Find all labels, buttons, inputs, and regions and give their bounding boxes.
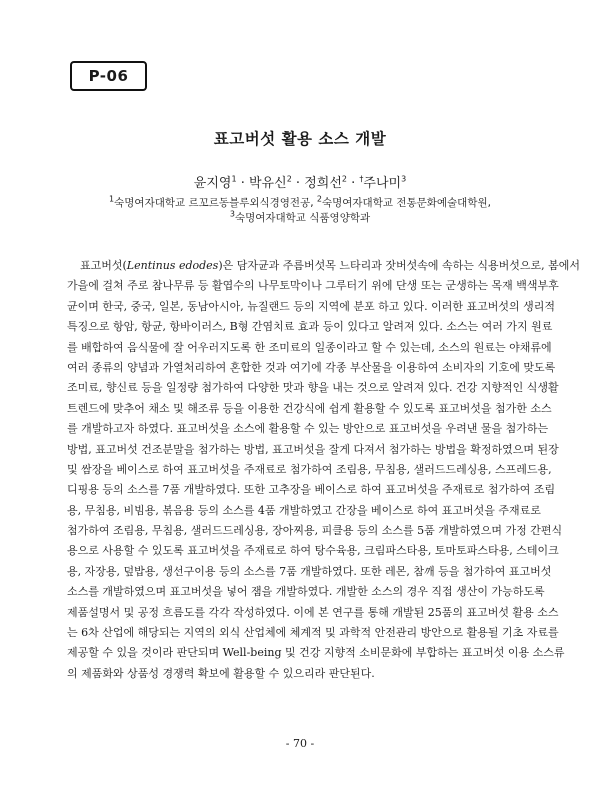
author-separator: ·	[295, 176, 301, 191]
author-separator: ·	[240, 176, 245, 191]
abstract-line: 를 개발하고자 하였다. 표고버섯을 소스에 활용할 수 있는 방안으로 표고버섯을 우려낸 물을 첨가하는	[67, 422, 549, 436]
abstract-line: 조미료, 향신료 등을 일정량 첨가하여 다양한 맛과 향을 내는 것으로 알려져 있다. 건강 지향적인 식생활	[67, 381, 559, 395]
author-affil-mark: 1	[231, 174, 237, 184]
paper-title: 표고버섯 활용 소스 개발	[213, 130, 387, 148]
affiliation-line	[0, 196, 600, 211]
author-name: 윤지영	[193, 176, 232, 191]
corresponding-author-mark: †	[359, 174, 364, 184]
author-affil-mark: 3	[401, 174, 407, 184]
author-affil-mark: 2	[286, 174, 292, 184]
abstract-body	[67, 256, 580, 684]
author-name: 주나미	[363, 176, 402, 191]
abstract-line: 표고버섯(Lentinus edodes)은 담자균과 주름버섯목 느타리과 잣버섯속에 속하는 식용버섯으로, 봄에서	[80, 259, 580, 272]
abstract-line: 트렌드에 맞추어 채소 및 해조류 등을 이용한 건강식에 쉽게 활용할 수 있도록 표고버섯을 첨가한 소스	[67, 401, 552, 415]
abstract-line: 를 배합하여 음식물에 잘 어우러지도록 한 조미료의 일종이라고 할 수 있는데, 소스의 원료는 야채류에	[67, 340, 552, 354]
author-list	[0, 172, 600, 191]
affiliation-text: 숙명여자대학교 식품영양학과	[234, 212, 371, 224]
abstract-line: 용으로 사용할 수 있도록 표고버섯을 주재료로 하여 탕수육용, 크림파스타용, 토마토파스타용, 스테이크	[67, 544, 559, 558]
affiliation-mark: 1	[109, 194, 115, 204]
page-number: - 70 -	[285, 737, 315, 750]
affiliation-mark: 2	[316, 194, 322, 204]
poster-id-label: P-06	[88, 67, 129, 85]
affiliation-line	[0, 211, 600, 226]
abstract-line: 가을에 걸쳐 주로 참나무류 등 활엽수의 나무토막이나 그루터기 위에 단생 또는 군생하는 목재 백색부후	[67, 279, 559, 293]
author-affil-mark: 2	[341, 174, 347, 184]
author-name: 정희선	[304, 176, 342, 191]
abstract-line: 여러 종류의 양념과 가열처리하여 혼합한 것과 여기에 각종 부산물을 이용하여 소비자의 기호에 맞도록	[67, 360, 556, 374]
affiliation-text: 숙명여자대학교 전통문화예술대학원,	[321, 197, 491, 209]
abstract-line: 의 제품화와 상품성 경쟁력 확보에 활용할 수 있으리라 판단된다.	[67, 666, 375, 680]
abstract-line: 제공할 수 있을 것이라 판단되며 Well-being 및 건강 지향적 소비문화에 부합하는 표고버섯 이용 소스류	[67, 646, 565, 660]
abstract-line: 디핑용 등의 소스를 7품 개발하였다. 또한 고추장을 베이스로 하여 표고버섯을 주재료로 첨가하여 조림	[67, 483, 556, 497]
abstract-line: 제품설명서 및 공정 흐름도를 각각 작성하였다. 이에 본 연구를 통해 개발된 25품의 표고버섯 활용 소스	[67, 605, 559, 619]
abstract-line: 소스를 개발하였으며 표고버섯을 넣어 잼을 개발하였다. 개발한 소스의 경우 직접 생산이 가능하도록	[67, 585, 545, 599]
abstract-line: 균이며 한국, 중국, 일본, 동남아시아, 뉴질랜드 등의 지역에 분포 하고 있다. 이러한 표고버섯의 생리적	[67, 299, 555, 313]
abstract-line: 용, 무침용, 비빔용, 볶음용 등의 소스를 4품 개발하였고 간장을 베이스로 하여 표고버섯을 주재료로	[67, 503, 541, 517]
abstract-line: 는 6차 산업에 해당되는 지역의 외식 산업체에 체계적 및 과학적 안전관리 방안으로 활용될 기초 자료를	[67, 626, 559, 640]
latin-name: Lentinus edodes	[126, 259, 219, 272]
abstract-line: 방법, 표고버섯 건조분말을 첨가하는 방법, 표고버섯을 잘게 다져서 첨가하는 방법을 확정하였으며 된장	[67, 442, 559, 456]
author-name: 박유신	[249, 176, 287, 191]
abstract-line: 첨가하여 조림용, 무침용, 샐러드드레싱용, 장아찌용, 피클용 등의 소스를 5품 개발하였으며 가정 간편식	[67, 524, 563, 538]
author-separator: ·	[351, 176, 356, 191]
poster-id-badge	[70, 61, 147, 91]
affiliation-mark: 3	[229, 209, 235, 219]
affiliation-text: 숙명여자대학교 르꼬르동블루외식경영전공,	[114, 197, 314, 209]
abstract-line: 용, 자장용, 덮밥용, 생선구이용 등의 소스를 7품 개발하였다. 또한 레몬, 참깨 등을 첨가하여 표고버섯	[67, 564, 552, 578]
abstract-line: 특징으로 항암, 항균, 항바이러스, B형 간염치료 효과 등이 있다고 알려져 있다. 소스는 여러 가지 원료	[67, 320, 553, 334]
abstract-line: 및 쌈장을 베이스로 하여 표고버섯을 주재료로 첨가하여 조림용, 무침용, 샐러드드레싱용, 스프레드용,	[67, 462, 552, 476]
